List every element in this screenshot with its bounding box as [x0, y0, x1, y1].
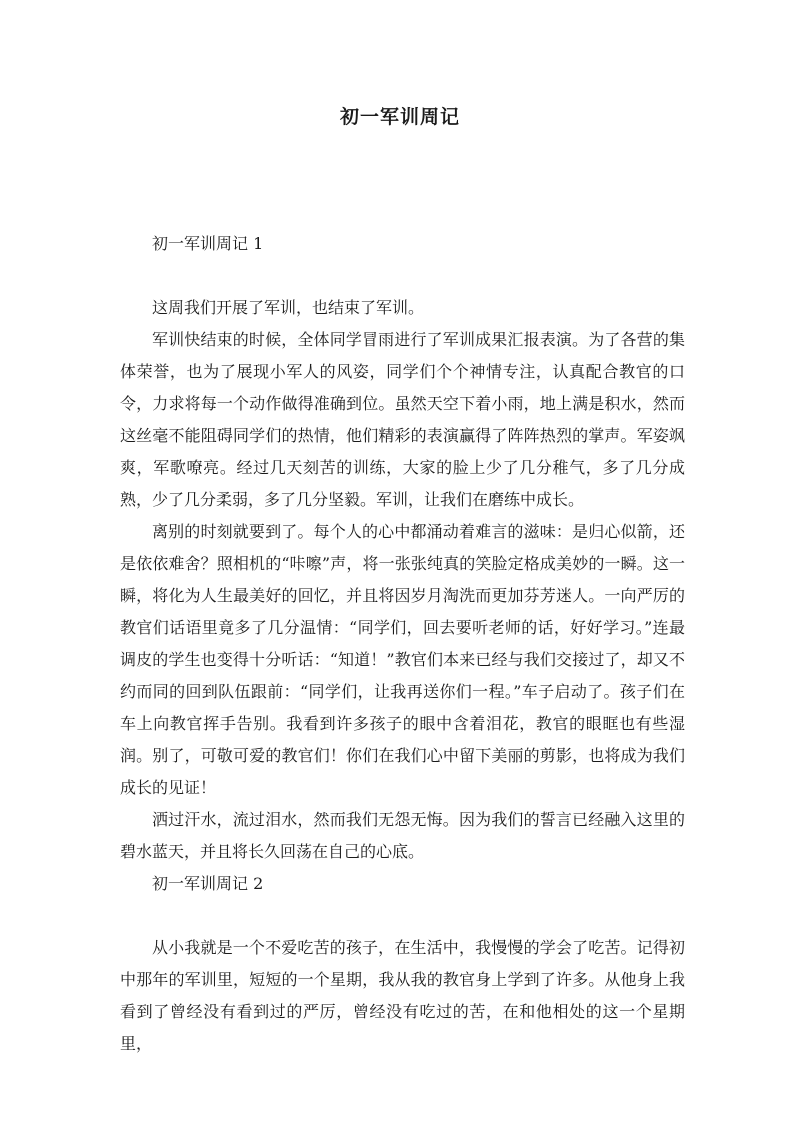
- paragraph: 这周我们开展了军训，也结束了军训。: [152, 298, 425, 317]
- document-body: [120, 228, 685, 1060]
- section-heading: 初一军训周记 1: [152, 234, 264, 253]
- paragraph: 离别的时刻就要到了。每个人的心中都涌动着难言的滋味：是归心似箭，还是依依难舍？照相机的“咔嚓”声，将一张张纯真的笑脸定格成美妙的一瞬。这一瞬，将化为人生最美好的回忆，并且将因岁月淘洗而更加芬芳迷人。一向严厉的教官们话语里竟多了几分温情：“同学们，回去要听老师的话，好好学习。”连最调皮的学生也变得十分听话：“知道！”教官们本来已经与我们交接过了，却又不约而同的回到队伍跟前：“同学们，让我再送你们一程。”车子启动了。孩子们在车上向教官挥手告别。我看到许多孩子的眼中含着泪花，教官的眼眶也有些湿润。别了，可敬可爱的教官们！你们在我们心中留下美丽的剪影，也将成为我们成长的见证！: [120, 522, 685, 797]
- document-title: 初一军训周记: [339, 106, 460, 128]
- spacer: [120, 260, 685, 292]
- paragraph: 洒过汗水，流过泪水，然而我们无怨无悔。因为我们的誓言已经融入这里的碧水蓝天，并且将长久回荡在自己的心底。: [120, 810, 685, 861]
- paragraph: 军训快结束的时候，全体同学冒雨进行了军训成果汇报表演。为了各营的集体荣誉，也为了展现小军人的风姿，同学们个个神情专注，认真配合教官的口令，力求将每一个动作做得准确到位。虽然天空下着小雨，地上满是积水，然而这丝毫不能阻碍同学们的热情，他们精彩的表演赢得了阵阵热烈的掌声。军姿飒爽，军歌嘹亮。经过几天刻苦的训练，大家的脸上少了几分稚气，多了几分成熟，少了几分柔弱，多了几分坚毅。军训，让我们在磨练中成长。: [120, 330, 685, 509]
- section-heading: 初一军训周记 2: [152, 874, 264, 893]
- spacer: [120, 900, 685, 932]
- paragraph: 从小我就是一个不爱吃苦的孩子，在生活中，我慢慢的学会了吃苦。记得初中那年的军训里，短短的一个星期，我从我的教官身上学到了许多。从他身上我看到了曾经没有看到过的严厉，曾经没有吃过的苦，在和他相处的这一个星期里，: [120, 938, 685, 1053]
